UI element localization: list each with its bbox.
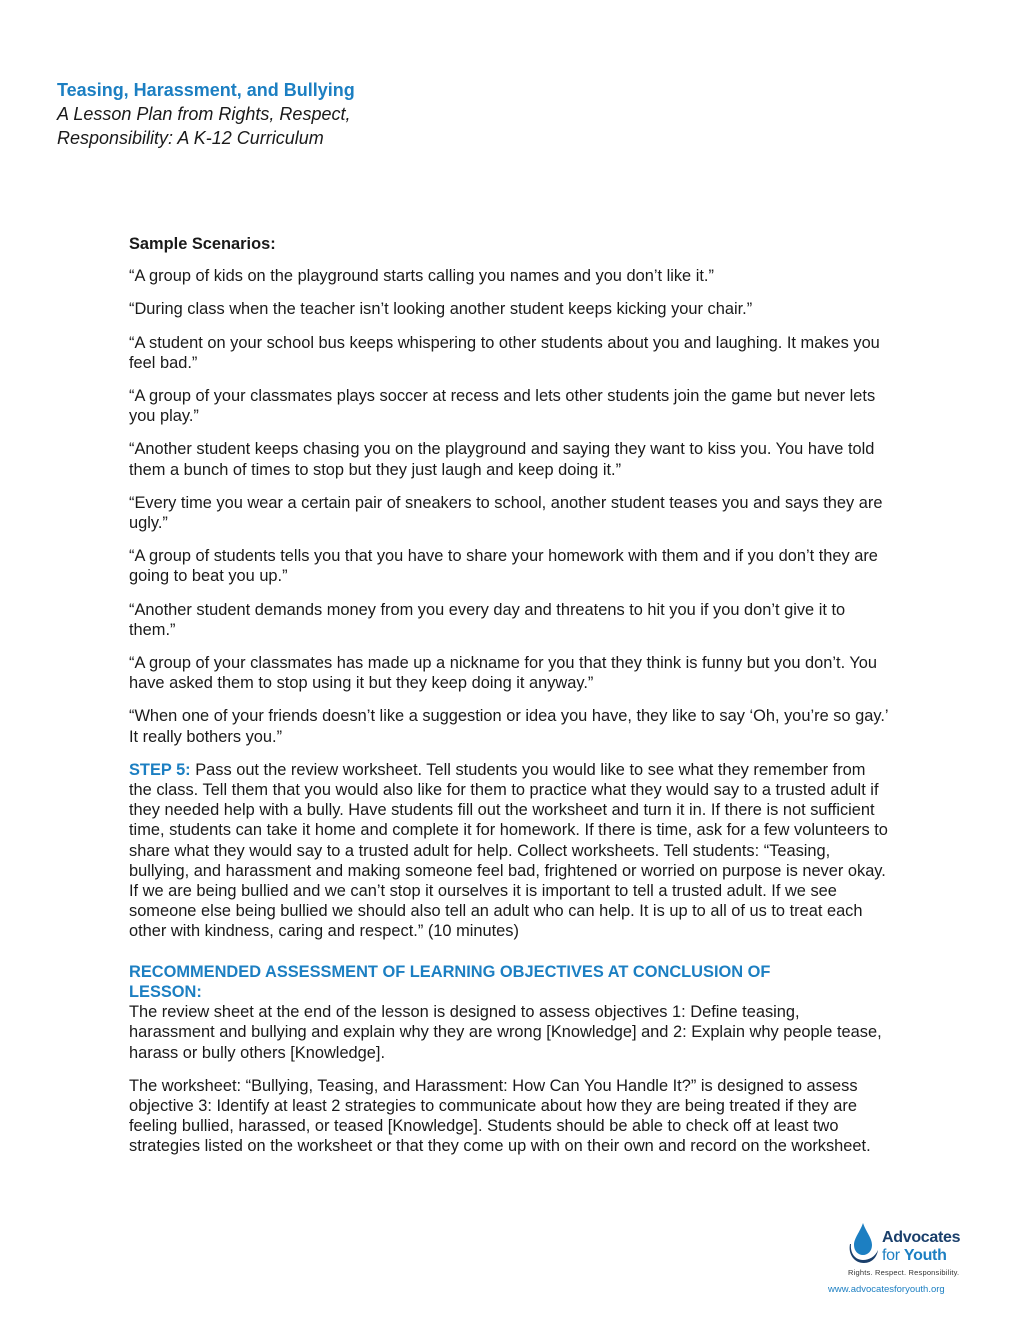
water-drop-swirl-icon: [846, 1220, 880, 1266]
step-5-text: Pass out the review worksheet. Tell students you would like to see what they remember from the class. Tell them that you would also like for them to practice what they would say to a trusted adult if they needed help with a bully. Have students fill out the worksheet and turn it in. If there is not sufficient time, students can take it home and complete it for homework. If there is time, ask for a few volunteers to share what they would say to a trusted adult for help. Collect worksheets. Tell students: “Teasing, bullying, and harassment and making someone feel bad, frightened or worried on purpose is never okay. If we are being bullied and we can’t stop it ourselves it is important to tell a trusted adult. If we see someone else being bullied we should also tell an adult who can help. It is up to all of us to treat each other with kindness, caring and respect.” (10 minutes): [129, 760, 888, 941]
document-title: Teasing, Harassment, and Bullying: [57, 80, 355, 100]
document-subtitle-line-1: A Lesson Plan from Rights, Respect,: [57, 104, 351, 124]
scenario-item: “During class when the teacher isn’t looking another student keeps kicking your chair.”: [129, 300, 753, 319]
logo-name-for-youth: [882, 1247, 947, 1265]
assessment-paragraph: The worksheet: “Bullying, Teasing, and Harassment: How Can You Handle It?” is designed to assess objective 3: Identify at least 2 strategies to communicate about how they are being treated if they are feeling bullied, harassed, or teased [Knowledge]. Students should be able to check off at least two strategies listed on the worksheet or that they come up with on their own and record on the worksheet.: [129, 1076, 871, 1156]
scenario-item: “Another student keeps chasing you on the playground and saying they want to kiss you. You have told them a bunch of times to stop but they just laugh and keep doing it.”: [129, 440, 875, 479]
scenario-item: “A group of your classmates plays soccer at recess and lets other students join the game but never lets you play.”: [129, 387, 876, 426]
logo-word-youth: Youth: [903, 1247, 947, 1264]
logo-word-for: for: [882, 1247, 904, 1264]
document-subtitle-line-2: Responsibility: A K-12 Curriculum: [57, 128, 324, 148]
website-url[interactable]: www.advocatesforyouth.org: [828, 1284, 945, 1295]
sample-scenarios-heading: Sample Scenarios:: [129, 235, 276, 253]
step-5-paragraph: [129, 760, 889, 942]
scenario-item: “When one of your friends doesn’t like a suggestion or idea you have, they like to say ‘Oh, you’re so gay.’ It really bothers you.”: [129, 707, 888, 746]
logo-name-advocates: Advocates: [882, 1229, 961, 1246]
document-body: [129, 234, 889, 1170]
document-header: [57, 78, 657, 150]
logo-tagline: Rights. Respect. Responsibility.: [848, 1268, 960, 1277]
assessment-paragraph: The review sheet at the end of the lesson is designed to assess objectives 1: Define teasing, harassment and bullying and explain why they are wrong [Knowledge] and 2: Explain why people tease, harass or bully others [Knowledge].: [129, 1003, 882, 1062]
step-5-label: STEP 5:: [129, 760, 191, 779]
scenario-item: “A group of your classmates has made up a nickname for you that they think is funny but you don’t. You have asked them to stop using it but they keep doing it anyway.”: [129, 654, 878, 693]
scenario-item: “A group of kids on the playground starts calling you names and you don’t like it.”: [129, 267, 714, 286]
scenario-item: “A student on your school bus keeps whispering to other students about you and laughing. It makes you feel bad.”: [129, 333, 880, 372]
scenario-item: “A group of students tells you that you have to share your homework with them and if you don’t they are going to beat you up.”: [129, 547, 878, 586]
scenario-item: “Every time you wear a certain pair of sneakers to school, another student teases you and says they are ugly.”: [129, 493, 883, 533]
scenario-item: “Another student demands money from you every day and threatens to hit you if you don’t give it to them.”: [129, 600, 846, 639]
assessment-heading: RECOMMENDED ASSESSMENT OF LEARNING OBJECTIVES AT CONCLUSION OF LESSON:: [129, 962, 771, 1001]
